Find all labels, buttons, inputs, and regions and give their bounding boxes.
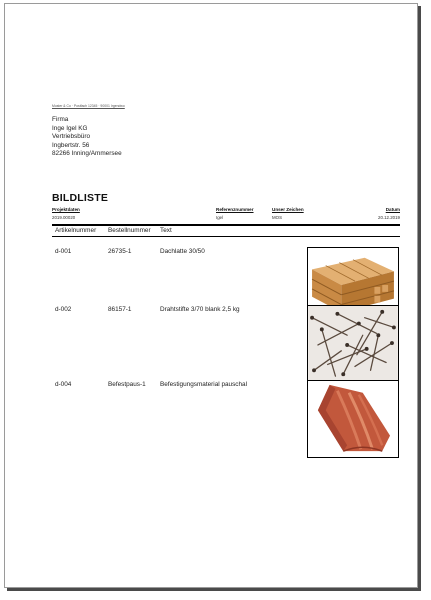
column-header-bestell: Bestellnummer (108, 227, 151, 234)
row-text: Drahtstifte 3/70 blank 2,5 kg (160, 306, 240, 313)
reference-value: Igel (216, 215, 224, 220)
our-sign-label: Unser Zeichen (272, 207, 304, 212)
our-sign-value: MOS (272, 215, 283, 220)
sender-return-line: Muster & Co · Postfach 12345 · 90001 Irgendwo (52, 104, 125, 108)
row-text: Befestigungsmaterial pauschal (160, 381, 248, 388)
address-line: Ingbertstr. 56 (52, 141, 90, 149)
row-artikel: d-001 (55, 248, 72, 255)
address-line: 82266 Inning/Ammersee (52, 150, 122, 158)
header-rule-top (52, 224, 400, 226)
row-text: Dachlatte 30/50 (160, 248, 205, 255)
row-artikel: d-002 (55, 306, 72, 313)
address-line: Firma (52, 116, 69, 123)
roof-tile-image (307, 380, 399, 458)
project-value: 2019.00020 (52, 215, 76, 220)
project-label: Projektdaten (52, 207, 80, 212)
recipient-address (52, 116, 122, 159)
row-bestell: 26735-1 (108, 248, 132, 255)
address-line: Inge Igel KG (52, 124, 88, 132)
column-header-artikel: Artikelnummer (55, 227, 97, 234)
address-line: Vertriebsbüro (52, 133, 91, 141)
date-label: Datum (385, 207, 400, 212)
date-value: 20.12.2019 (378, 215, 400, 220)
row-bestell: Befestpaus-1 (108, 381, 146, 388)
document-title: BILDLISTE (52, 192, 109, 204)
row-bestell: 86157-1 (108, 306, 132, 313)
column-header-text: Text (160, 227, 172, 234)
header-rule-bottom (52, 236, 400, 237)
reference-label: Referenznummer (216, 207, 254, 212)
wire-nails-image (307, 305, 399, 383)
row-artikel: d-004 (55, 381, 72, 388)
